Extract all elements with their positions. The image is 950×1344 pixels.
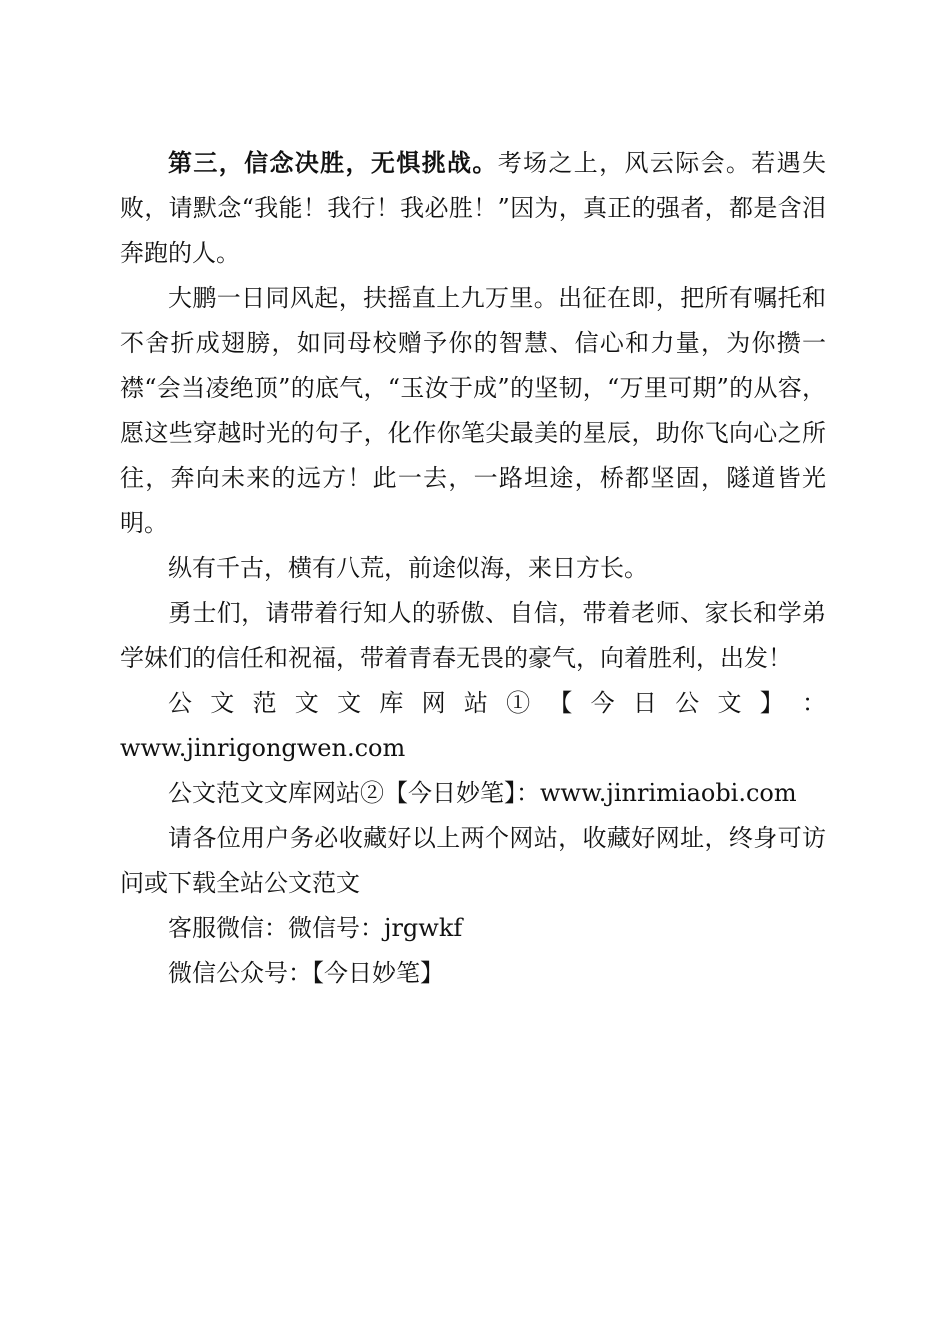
paragraph-warriors: 勇士们，请带着行知人的骄傲、自信，带着老师、家长和学弟学妹们的信任和祝福，带着青春无畏的豪气，向着胜利，出发！: [120, 599, 826, 672]
paragraph-future: 纵有千古，横有八荒，前途似海，来日方长。: [168, 554, 648, 582]
paragraph-wechat-account: 微信公众号：【今日妙笔】: [168, 959, 444, 987]
paragraph-belief: [120, 140, 826, 276]
paragraph-text: 考场之上，风云际会。若遇失败，请默念“我能！我行！我必胜！”因为，真正的强者，都是含泪奔跑的人。: [120, 149, 827, 267]
paragraph-lead-bold: 第三，信念决胜，无惧挑战。: [168, 148, 498, 177]
website-1-url: www.jinrigongwen.com: [120, 734, 406, 762]
paragraph-website-1: [120, 681, 826, 771]
website-1-label: 公 文 范 文 文 库 网 站 ① 【 今 日 公 文 】 ：: [168, 689, 826, 717]
paragraph-roc: 大鹏一日同风起，扶摇直上九万里。出征在即，把所有嘱托和不舍折成翅膀，如同母校赠予你的智慧、信心和力量，为你攒一襟“会当凌绝顶”的底气，“玉汝于成”的坚韧，“万里可期”的从容，愿这些穿越时光的句子，化作你笔尖最美的星辰，助你飞向心之所往，奔向未来的远方！此一去，一路坦途，桥都坚固，隧道皆光明。: [120, 284, 826, 537]
paragraph-bookmark-note: 请各位用户务必收藏好以上两个网站，收藏好网址，终身可访问或下载全站公文范文: [120, 824, 826, 897]
document-body: [120, 140, 826, 996]
paragraph-wechat-service: 客服微信：微信号：jrgwkf: [168, 914, 463, 942]
paragraph-website-2: 公文范文文库网站②【今日妙笔】：www.jinrimiaobi.com: [168, 779, 797, 807]
